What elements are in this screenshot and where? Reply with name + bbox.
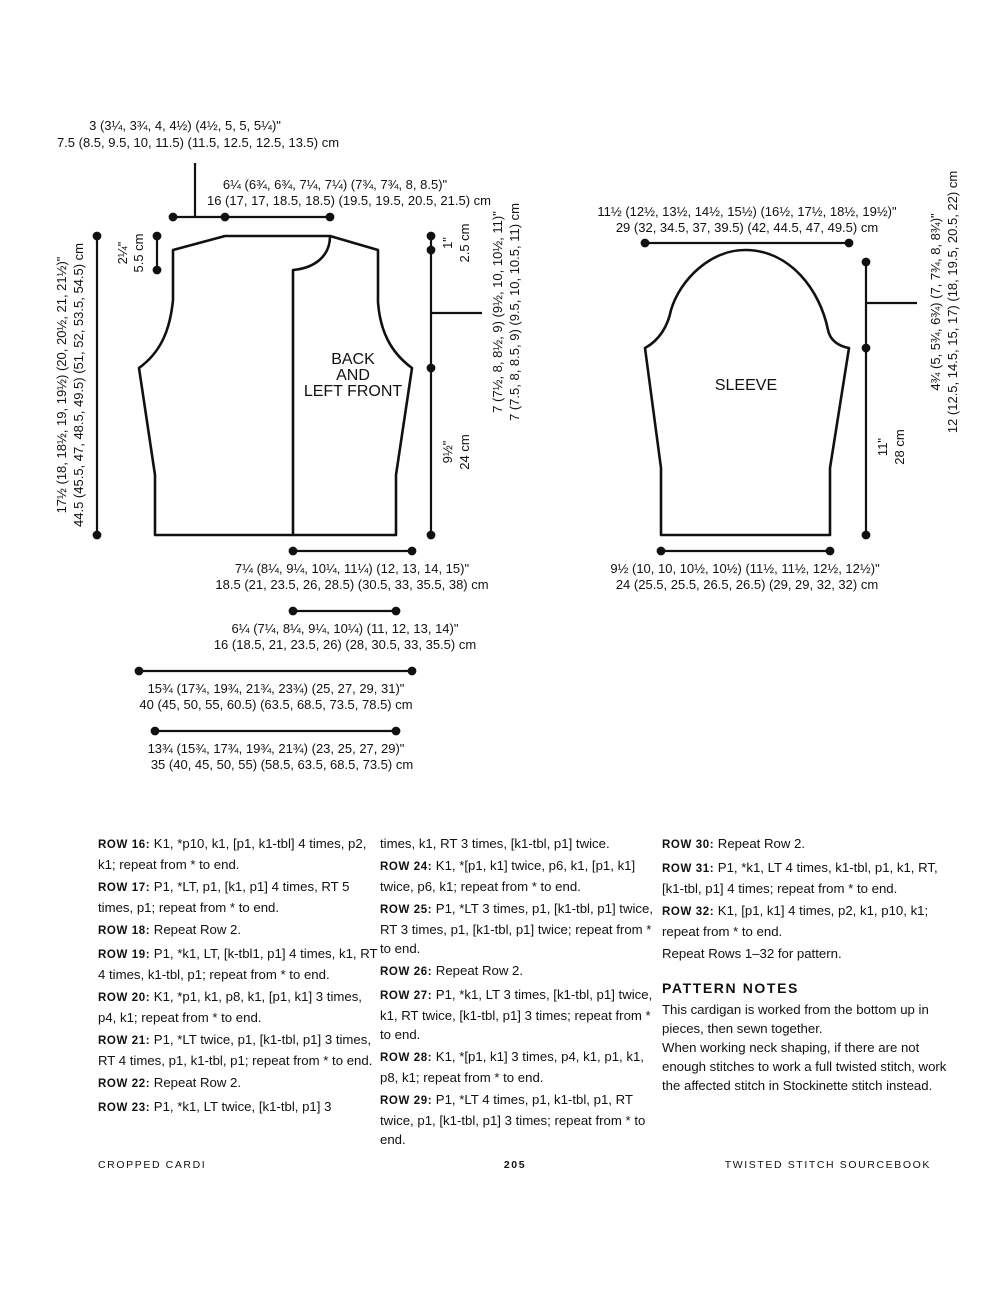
upper-arm-label: 11½ (12½, 13½, 14½, 15½) (16½, 17½, 18½, 19½)" bbox=[597, 204, 897, 219]
shoulder-drop-label-cm: 2.5 cm bbox=[457, 223, 472, 263]
instructions-column-2 bbox=[380, 834, 665, 1152]
row-20 bbox=[98, 987, 383, 1027]
pattern-notes-heading: PATTERN NOTES bbox=[662, 980, 799, 996]
row-text: P1, *k1, LT 4 times, k1-tbl, p1, k1, RT, [k1-tbl, p1] 4 times; repeat from * to end. bbox=[662, 860, 938, 896]
sleeve-length-label-cm: 28 cm bbox=[892, 429, 907, 465]
row-label: ROW 25: bbox=[380, 904, 433, 916]
row-label: ROW 27: bbox=[380, 990, 433, 1002]
sleeve-label: SLEEVE bbox=[714, 377, 778, 394]
armhole-label: 7 (7½, 8, 8½, 9) (9½, 10, 10½, 11)" bbox=[490, 211, 505, 413]
footer-left: CROPPED CARDI bbox=[98, 1159, 207, 1171]
front-width-label: 7¼ (8¼, 9¼, 10¼, 11¼) (12, 13, 14, 15)" bbox=[234, 561, 470, 576]
total-length-label: 17½ (18, 18½, 19, 19½) (20, 20½, 21, 21½)" bbox=[54, 256, 69, 514]
row-text: Repeat Row 2. bbox=[714, 836, 806, 851]
row-text: Repeat Row 2. bbox=[150, 922, 242, 937]
row-label: ROW 23: bbox=[98, 1102, 151, 1114]
row-29 bbox=[380, 1090, 665, 1149]
dim-dot bbox=[428, 532, 435, 539]
pattern-notes-paragraph-1: This cardigan is worked from the bottom up in pieces, then sewn together. bbox=[662, 1002, 929, 1036]
row-label: ROW 22: bbox=[98, 1078, 151, 1090]
row-16 bbox=[98, 834, 383, 874]
row-23 bbox=[98, 1097, 383, 1118]
repeat-note: Repeat Rows 1–32 for pattern. bbox=[662, 946, 842, 961]
row-text: P1, *LT 4 times, p1, k1-tbl, p1, RT twice, p1, [k1-tbl, p1] 3 times; repeat from * to end. bbox=[380, 1092, 646, 1147]
back-neck-label-cm: 16 (18.5, 21, 23.5, 26) (28, 30.5, 33, 35.5) cm bbox=[213, 637, 477, 652]
dim-dot bbox=[409, 548, 416, 555]
dim-dot bbox=[827, 548, 834, 555]
row-25 bbox=[380, 899, 665, 958]
row-text: P1, *LT, p1, [k1, p1] 4 times, RT 5 times, p1; repeat from * to end. bbox=[98, 879, 350, 915]
page-number: 205 bbox=[503, 1159, 527, 1171]
body-label-line1: BACK bbox=[331, 351, 375, 368]
row-text: K1, *[p1, k1] 3 times, p4, k1, p1, k1, p8, k1; repeat from * to end. bbox=[380, 1049, 644, 1085]
row-label: ROW 24: bbox=[380, 861, 433, 873]
row-19 bbox=[98, 944, 383, 984]
hip-label: 13¾ (15¾, 17¾, 19¾, 21¾) (23, 25, 27, 29)" bbox=[147, 741, 405, 756]
row-label: ROW 31: bbox=[662, 863, 715, 875]
row-label: ROW 28: bbox=[380, 1052, 433, 1064]
dim-dot bbox=[154, 233, 161, 240]
row-text: K1, *[p1, k1] twice, p6, k1, [p1, k1] twice, p6, k1; repeat from * to end. bbox=[380, 858, 636, 894]
side-length-label: 9½" bbox=[440, 440, 455, 464]
dim-dot bbox=[290, 608, 297, 615]
dim-dot bbox=[863, 532, 870, 539]
dim-dot bbox=[136, 668, 143, 675]
row-label: ROW 19: bbox=[98, 949, 151, 961]
row-label: ROW 18: bbox=[98, 925, 151, 937]
row-label: ROW 26: bbox=[380, 966, 433, 978]
cap-height-label-cm: 12 (12.5, 14.5, 15, 17) (18, 19.5, 20.5, 22) cm bbox=[945, 170, 960, 434]
row-28 bbox=[380, 1047, 665, 1087]
neck-depth-label: 2¼" bbox=[115, 241, 130, 265]
armhole-label-cm: 7 (7.5, 8, 8.5, 9) (9.5, 10, 10.5, 11) cm bbox=[507, 203, 522, 421]
dim-dot bbox=[846, 240, 853, 247]
row-text: K1, *p1, k1, p8, k1, [p1, k1] 3 times, p4, k1; repeat from * to end. bbox=[98, 989, 362, 1025]
dim-dot bbox=[642, 240, 649, 247]
chest-label-cm: 40 (45, 50, 55, 60.5) (63.5, 68.5, 73.5, 78.5) cm bbox=[139, 697, 413, 712]
row-21 bbox=[98, 1030, 383, 1070]
chest-label: 15¾ (17¾, 19¾, 21¾, 23¾) (25, 27, 29, 31)" bbox=[147, 681, 405, 696]
row-23-continued: times, k1, RT 3 times, [k1-tbl, p1] twice. bbox=[380, 836, 610, 851]
instructions-column-3 bbox=[662, 834, 947, 1098]
cap-height-label: 4¾ (5, 5¾, 6¾) (7, 7¾, 8, 8¾)" bbox=[928, 213, 943, 391]
dim-dot bbox=[170, 214, 177, 221]
neck-width-label-cm: 16 (17, 17, 18.5, 18.5) (19.5, 19.5, 20.5, 21.5) cm bbox=[206, 193, 492, 208]
row-24 bbox=[380, 856, 665, 896]
row-22 bbox=[98, 1073, 383, 1094]
dim-dot bbox=[393, 608, 400, 615]
cuff-label-cm: 24 (25.5, 25.5, 26.5, 26.5) (29, 29, 32, 32) cm bbox=[615, 577, 879, 592]
row-text: Repeat Row 2. bbox=[432, 963, 524, 978]
row-label: ROW 29: bbox=[380, 1095, 433, 1107]
hip-label-cm: 35 (40, 45, 50, 55) (58.5, 63.5, 68.5, 73.5) cm bbox=[150, 757, 414, 772]
pattern-notes-paragraph-2: When working neck shaping, if there are not enough stitches to work a full twisted stitch, work the affected stitch in Stockinette stitch instead. bbox=[662, 1040, 947, 1093]
row-text: K1, [p1, k1] 4 times, p2, k1, p10, k1; repeat from * to end. bbox=[662, 903, 929, 939]
row-31 bbox=[662, 858, 947, 898]
footer-right: TWISTED STITCH SOURCEBOOK bbox=[724, 1159, 931, 1171]
shoulder-drop-label: 1" bbox=[440, 237, 455, 249]
dim-dot bbox=[409, 668, 416, 675]
total-length-label-cm: 44.5 (45.5, 47, 48.5, 49.5) (51, 52, 53.5, 54.5) cm bbox=[71, 242, 86, 528]
dim-dot bbox=[658, 548, 665, 555]
back-neck-label: 6¼ (7¼, 8¼, 9¼, 10¼) (11, 12, 13, 14)" bbox=[231, 621, 459, 636]
row-17 bbox=[98, 877, 383, 917]
row-label: ROW 20: bbox=[98, 992, 151, 1004]
instructions-column-1 bbox=[98, 834, 383, 1121]
row-label: ROW 17: bbox=[98, 882, 151, 894]
dim-dot bbox=[94, 532, 101, 539]
row-label: ROW 16: bbox=[98, 839, 151, 851]
dim-dot bbox=[152, 728, 159, 735]
row-30 bbox=[662, 834, 947, 855]
sleeve-length-label: 11" bbox=[875, 437, 890, 457]
dim-dot bbox=[94, 233, 101, 240]
shoulder-label: 3 (3¼, 3¾, 4, 4½) (4½, 5, 5, 5¼)" bbox=[89, 118, 281, 133]
row-text: K1, *p10, k1, [p1, k1-tbl] 4 times, p2, k1; repeat from * to end. bbox=[98, 836, 367, 872]
body-outline bbox=[139, 236, 330, 535]
dim-dot bbox=[154, 267, 161, 274]
row-26 bbox=[380, 961, 665, 982]
body-label-line2: AND bbox=[336, 367, 370, 384]
neck-depth-label-cm: 5.5 cm bbox=[131, 233, 146, 273]
row-27 bbox=[380, 985, 665, 1044]
row-text: P1, *k1, LT twice, [k1-tbl, p1] 3 bbox=[150, 1099, 332, 1114]
body-label-line3: LEFT FRONT bbox=[303, 383, 403, 400]
row-text: P1, *LT twice, p1, [k1-tbl, p1] 3 times, RT 4 times, p1, k1-tbl, p1; repeat from * to end. bbox=[98, 1032, 373, 1068]
row-32 bbox=[662, 901, 947, 941]
row-text: P1, *k1, LT 3 times, [k1-tbl, p1] twice, k1, RT twice, [k1-tbl, p1] 3 times; repeat from * to end. bbox=[380, 987, 653, 1042]
row-label: ROW 32: bbox=[662, 906, 715, 918]
cuff-label: 9½ (10, 10, 10½, 10½) (11½, 11½, 12½, 12½)" bbox=[610, 561, 880, 576]
row-label: ROW 21: bbox=[98, 1035, 151, 1047]
dim-dot bbox=[290, 548, 297, 555]
row-18 bbox=[98, 920, 383, 941]
dim-dot bbox=[428, 233, 435, 240]
dim-dot bbox=[863, 259, 870, 266]
neck-width-label: 6¼ (6¾, 6¾, 7¼, 7¼) (7¾, 7¾, 8, 8.5)" bbox=[222, 177, 448, 192]
dim-dot bbox=[327, 214, 334, 221]
front-width-label-cm: 18.5 (21, 23.5, 26, 28.5) (30.5, 33, 35.5, 38) cm bbox=[215, 577, 489, 592]
dim-dot bbox=[393, 728, 400, 735]
row-text: P1, *LT 3 times, p1, [k1-tbl, p1] twice, RT 3 times, p1, [k1-tbl, p1] twice; repeat from * to end. bbox=[380, 901, 653, 956]
row-text: P1, *k1, LT, [k-tbl1, p1] 4 times, k1, RT 4 times, k1-tbl, p1; repeat from * to end. bbox=[98, 946, 378, 982]
shoulder-label-cm: 7.5 (8.5, 9.5, 10, 11.5) (11.5, 12.5, 12.5, 13.5) cm bbox=[56, 135, 340, 150]
row-text: Repeat Row 2. bbox=[150, 1075, 242, 1090]
row-label: ROW 30: bbox=[662, 839, 715, 851]
side-length-label-cm: 24 cm bbox=[457, 434, 472, 470]
upper-arm-label-cm: 29 (32, 34.5, 37, 39.5) (42, 44.5, 47, 49.5) cm bbox=[615, 220, 879, 235]
